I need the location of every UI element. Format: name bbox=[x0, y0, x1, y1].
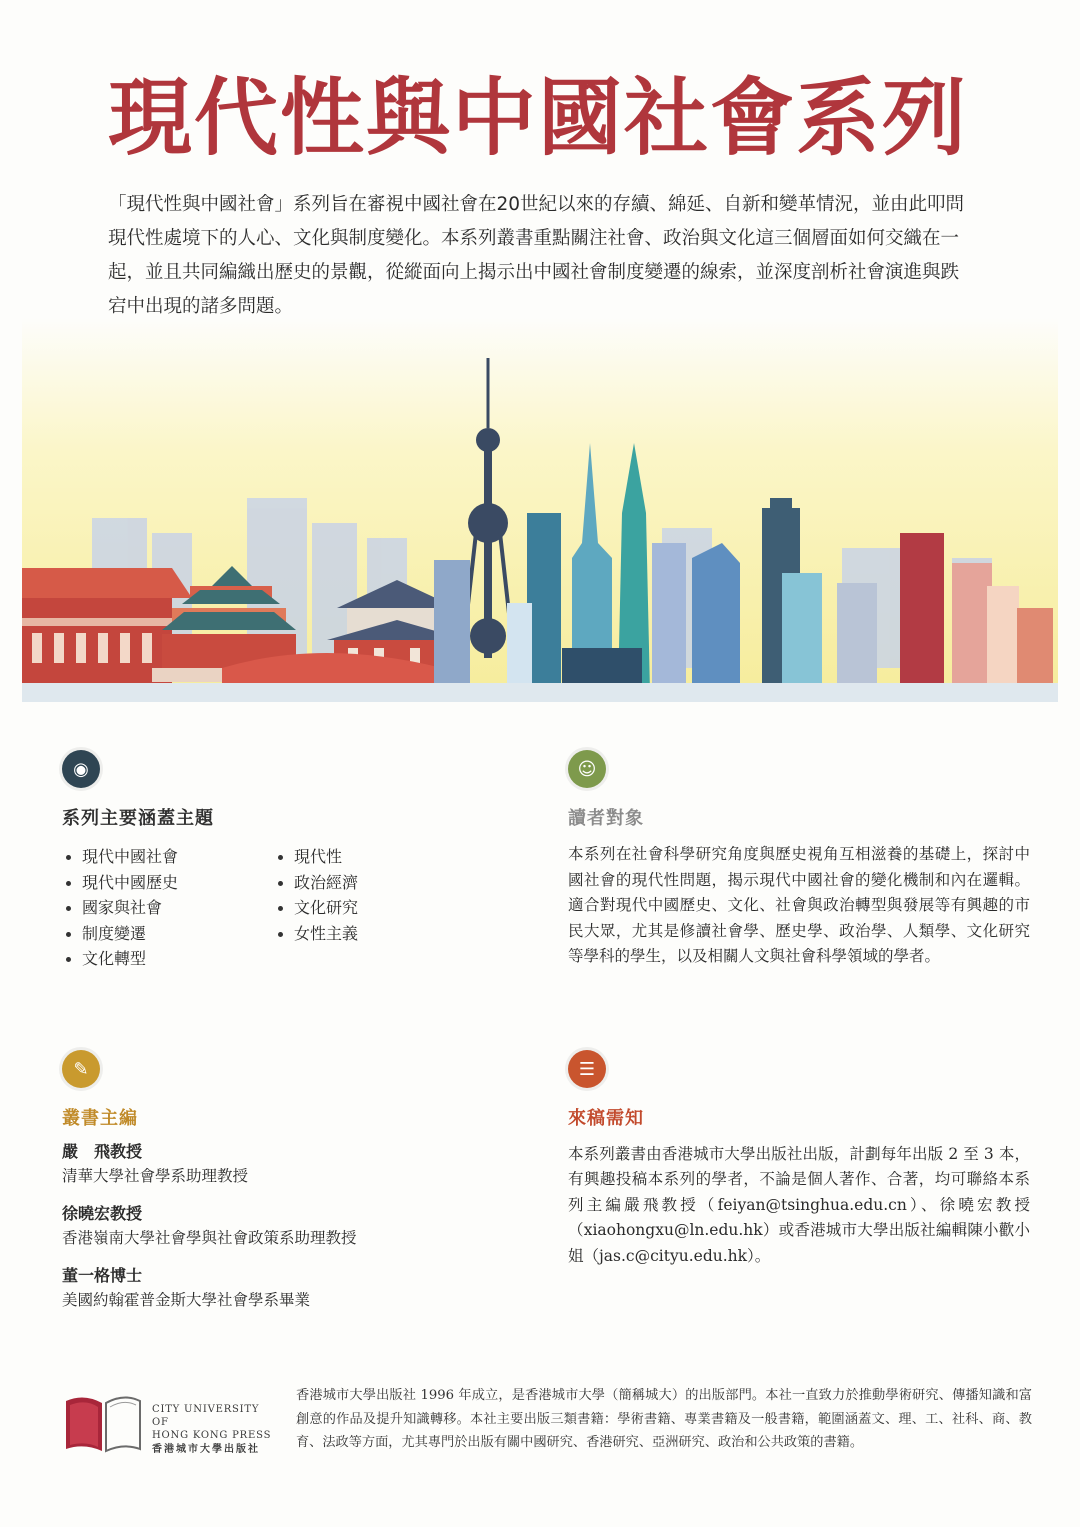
editor-title: 美國約翰霍普金斯大學社會學系畢業 bbox=[62, 1291, 311, 1309]
logo-line-3: 香港城市大學出版社 bbox=[152, 1444, 260, 1455]
list-item: 文化研究 bbox=[274, 895, 486, 921]
topics-list-col2 bbox=[274, 844, 486, 972]
editors-heading: 叢書主編 bbox=[62, 1108, 138, 1129]
editor-name: 嚴 飛教授 bbox=[62, 1142, 143, 1161]
pencil-icon: ✎ bbox=[62, 1050, 100, 1088]
page-title: 現代性與中國社會系列 bbox=[108, 69, 969, 167]
eye-icon: ◉ bbox=[62, 750, 100, 788]
editor-entry bbox=[62, 1140, 502, 1188]
topics-heading: 系列主要涵蓋主題 bbox=[62, 808, 214, 829]
readers-heading: 讀者對象 bbox=[568, 808, 644, 829]
list-item: 國家與社會 bbox=[62, 895, 274, 921]
editor-title: 清華大學社會學系助理教授 bbox=[62, 1167, 249, 1185]
publisher-about: 香港城市大學出版社 1996 年成立，是香港城市大學（簡稱城大）的出版部門。本社一直致力於推動學術研究、傳播知識和富創意的作品及提升知識轉移。本社主要出版三類書籍：學術書籍、專業書籍及一般書籍，範圍涵蓋文、理、工、社科、商、教育、法政等方面，尤其專門於出版有關中國研究、香港研究、亞洲研究、政治和公共政策的書籍。 bbox=[296, 1388, 1032, 1450]
list-item: 現代中國社會 bbox=[62, 844, 274, 870]
submission-section bbox=[568, 1050, 1030, 1269]
submission-text: 本系列叢書由香港城市大學出版社出版，計劃每年出版 2 至 3 本，有興趣投稿本系列的學者，不論是個人著作、合著，均可聯絡本系列主編嚴飛教授（feiyan@tsinghua.edu.cn）、徐曉宏教授（xiaohongxu@ln.edu.hk）或香港城市大學出版社編輯陳小歡小姐（jas.c@cityu.edu.hk）。 bbox=[568, 1145, 1030, 1265]
list-item: 現代中國歷史 bbox=[62, 870, 274, 896]
topics-list-col1 bbox=[62, 844, 274, 972]
submission-heading: 來稿需知 bbox=[568, 1108, 644, 1129]
topics-section bbox=[62, 750, 502, 972]
list-item: 現代性 bbox=[274, 844, 486, 870]
publisher-logo bbox=[62, 1393, 277, 1459]
book-logo-icon bbox=[62, 1393, 146, 1455]
list-item: 制度變遷 bbox=[62, 921, 274, 947]
list-item: 政治經濟 bbox=[274, 870, 486, 896]
logo-line-1: CITY UNIVERSITY OF bbox=[152, 1404, 260, 1428]
intro-paragraph: 「現代性與中國社會」系列旨在審視中國社會在20世紀以來的存續、綿延、自新和變革情況，並由此叩問現代性處境下的人心、文化與制度變化。本系列叢書重點關注社會、政治與文化這三個層面如何交織在一起，並且共同編織出歷史的景觀，從縱面向上揭示出中國社會制度變遷的線索，並深度剖析社會演進與跌宕中出現的諸多問題。 bbox=[108, 194, 965, 317]
editor-name: 董一格博士 bbox=[62, 1266, 143, 1285]
editor-entry bbox=[62, 1202, 502, 1250]
list-item: 女性主義 bbox=[274, 921, 486, 947]
logo-line-2: HONG KONG PRESS bbox=[152, 1430, 272, 1441]
editor-title: 香港嶺南大學社會學與社會政策系助理教授 bbox=[62, 1229, 357, 1247]
people-icon: ☺ bbox=[568, 750, 606, 788]
list-item: 文化轉型 bbox=[62, 946, 274, 972]
editor-name: 徐曉宏教授 bbox=[62, 1204, 143, 1223]
editor-entry bbox=[62, 1264, 502, 1312]
editors-section bbox=[62, 1050, 502, 1312]
readers-text: 本系列在社會科學研究角度與歷史視角互相滋養的基礎上，探討中國社會的現代性問題，揭示現代中國社會的變化機制和內在邏輯。適合對現代中國歷史、文化、社會與政治轉型與發展等有興趣的市民大眾，尤其是修讀社會學、歷史學、政治學、人類學、文化研究等學科的學生，以及相關人文與社會科學領域的學者。 bbox=[568, 845, 1030, 966]
readers-section bbox=[568, 750, 1030, 970]
checklist-icon: ☰ bbox=[568, 1050, 606, 1088]
city-skyline-illustration bbox=[22, 318, 1058, 702]
